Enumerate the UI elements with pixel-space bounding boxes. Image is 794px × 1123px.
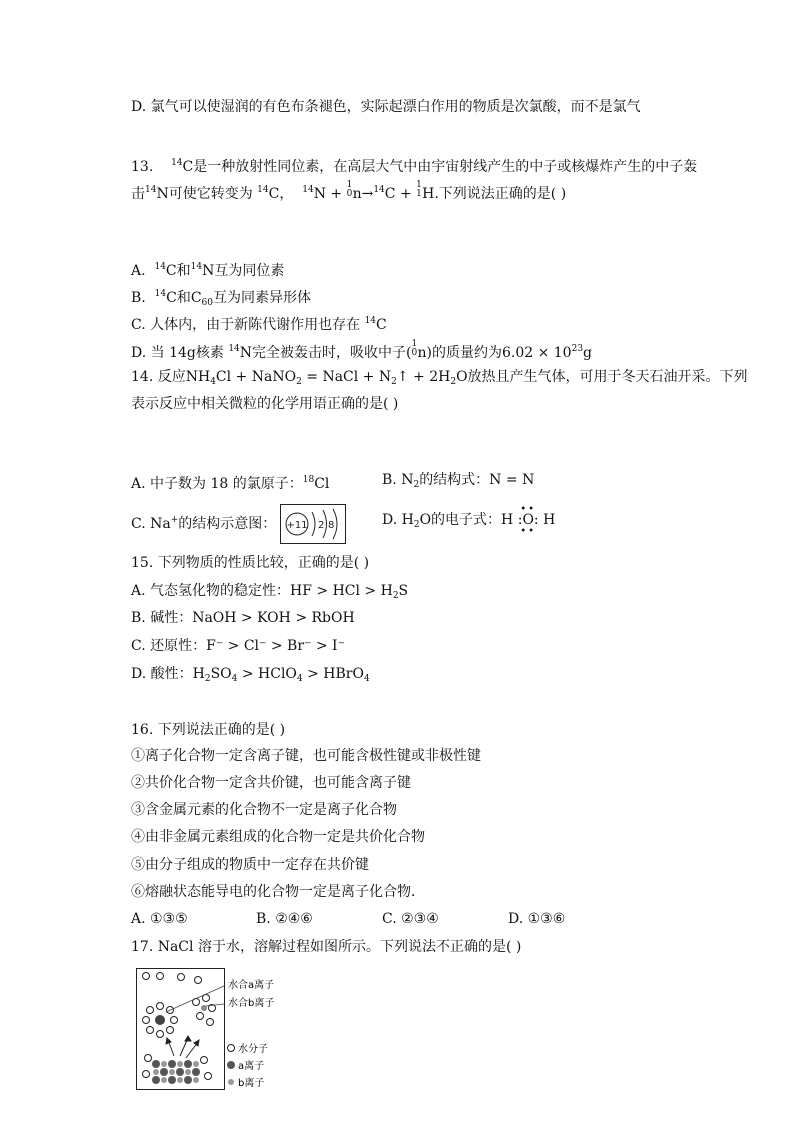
q15-option-c: C. 还原性：F⁻ > Cl⁻ > Br⁻ > I⁻ — [131, 638, 345, 654]
q16-title: 16. 下列说法正确的是( ) — [131, 722, 286, 738]
legend-a-ion: a离子 — [238, 1061, 265, 1072]
q14-line-1: 14. 反应$NH_4Cl$ + NaNO$_2$ = NaCl + $N_2↑ + 2H_2O$放热且产生气体，可用于冬天石油开采。下列 — [131, 369, 748, 387]
q13-option-c: C. 人体内，由于新陈代谢作用也存在 $^{14}$C — [131, 316, 387, 333]
legend-hydrated-b: 水合b离子 — [228, 998, 275, 1009]
q15-option-d: D. 酸性：$H_2SO_4$ > HClO$_4$ > HBrO$_4$ — [131, 666, 370, 684]
q15-option-a: A. 气态氢化物的稳定性：HF > HCl > $H_2S$ — [131, 583, 409, 601]
svg-text:8: 8 — [328, 520, 335, 531]
q15-option-b: B. 碱性：NaOH > KOH > RbOH — [131, 610, 355, 626]
q14-option-c: C. Na+的结构示意图： +11 2 8 — [131, 500, 346, 540]
legend-water-icon — [228, 1045, 235, 1052]
q13-option-a: A. $^{14}$C和$^{14}$N互为同位素 — [131, 262, 285, 279]
q16-option-a: A. ①③⑤ — [131, 911, 188, 927]
water-electron-formula: •• :O: •• — [517, 504, 539, 537]
q15-title: 15. 下列物质的性质比较，正确的是( ) — [131, 555, 370, 571]
q13-number: 13. — [131, 159, 154, 175]
svg-text:2: 2 — [318, 520, 325, 531]
q16-options — [131, 909, 565, 929]
q16-statement-2: ②共价化合物一定含共价键，也可能含离子键 — [131, 775, 411, 791]
legend-a-icon — [227, 1061, 235, 1069]
hydrated-a-ion — [143, 1003, 178, 1038]
legend-water: 水分子 — [238, 1044, 268, 1055]
q14-option-d: D. $H_2O$的电子式：H •• :O: •• H — [382, 504, 556, 537]
q16-option-b: B. ②④⑥ — [256, 911, 313, 927]
q13-option-d: D. 当 14g核素 $^{14}$N完全被轰击时，吸收中子( 1 0 n)的质量约为$6.02 \times 10^{23}g$ — [131, 339, 593, 361]
q16-statement-1: ①离子化合物一定含离子键，也可能含极性键或非极性键 — [131, 748, 481, 764]
q13-line-1: 13. $^{14}$C是一种放射性同位素，在高层大气中由宇宙射线产生的中子或核爆炸产生的中子轰 — [131, 158, 698, 175]
nacl-dissolution-figure — [136, 968, 286, 1090]
q16-option-d: D. ①③⑥ — [508, 911, 566, 927]
q14-line-2: 表示反应中相关微粒的化学用语正确的是( ) — [131, 396, 399, 412]
q16-option-c: C. ②③④ — [382, 911, 439, 927]
q16-statement-4: ④由非金属元素组成的化合物一定是共价化合物 — [131, 829, 425, 845]
q13-line-2: 击$^{14}$N可使它转变为 $^{14}$C， $^{14}$N + 1 0 n→$^{14}$C + 1 1 H.下列说法正确的是( ) — [131, 180, 567, 202]
q16-statement-3: ③含金属元素的化合物不一定是离子化合物 — [131, 802, 397, 818]
atom-structure-drawing — [281, 505, 345, 543]
nacl-crystal — [143, 1055, 212, 1085]
dissolution-diagram — [136, 968, 286, 1090]
q16-statement-5: ⑤由分子组成的物质中一定存在共价键 — [131, 857, 369, 873]
q17-title: 17. NaCl 溶于水，溶解过程如图所示。下列说法不正确的是( ) — [131, 939, 522, 955]
q13-option-b: B. $^{14}$C和$C_{60}$互为同素异形体 — [131, 289, 311, 308]
legend-b-ion: b离子 — [238, 1078, 265, 1089]
q14-option-b: B. $N_2$的结构式：N = N — [382, 472, 535, 490]
q12-option-d: D. 氯气可以使湿润的有色布条褪色，实际起漂白作用的物质是次氯酸，而不是氯气 — [131, 99, 641, 115]
q16-statement-6: ⑥熔融状态能导电的化合物一定是离子化合物． — [131, 884, 425, 900]
na-ion-structure-diagram — [280, 504, 346, 544]
nucleus-charge-label: +11 — [286, 520, 308, 531]
q14-option-a: A. 中子数为 18 的氯原子：$^{18}$Cl — [131, 475, 330, 492]
legend-b-icon — [228, 1079, 234, 1085]
legend-hydrated-a: 水合a离子 — [228, 980, 275, 991]
